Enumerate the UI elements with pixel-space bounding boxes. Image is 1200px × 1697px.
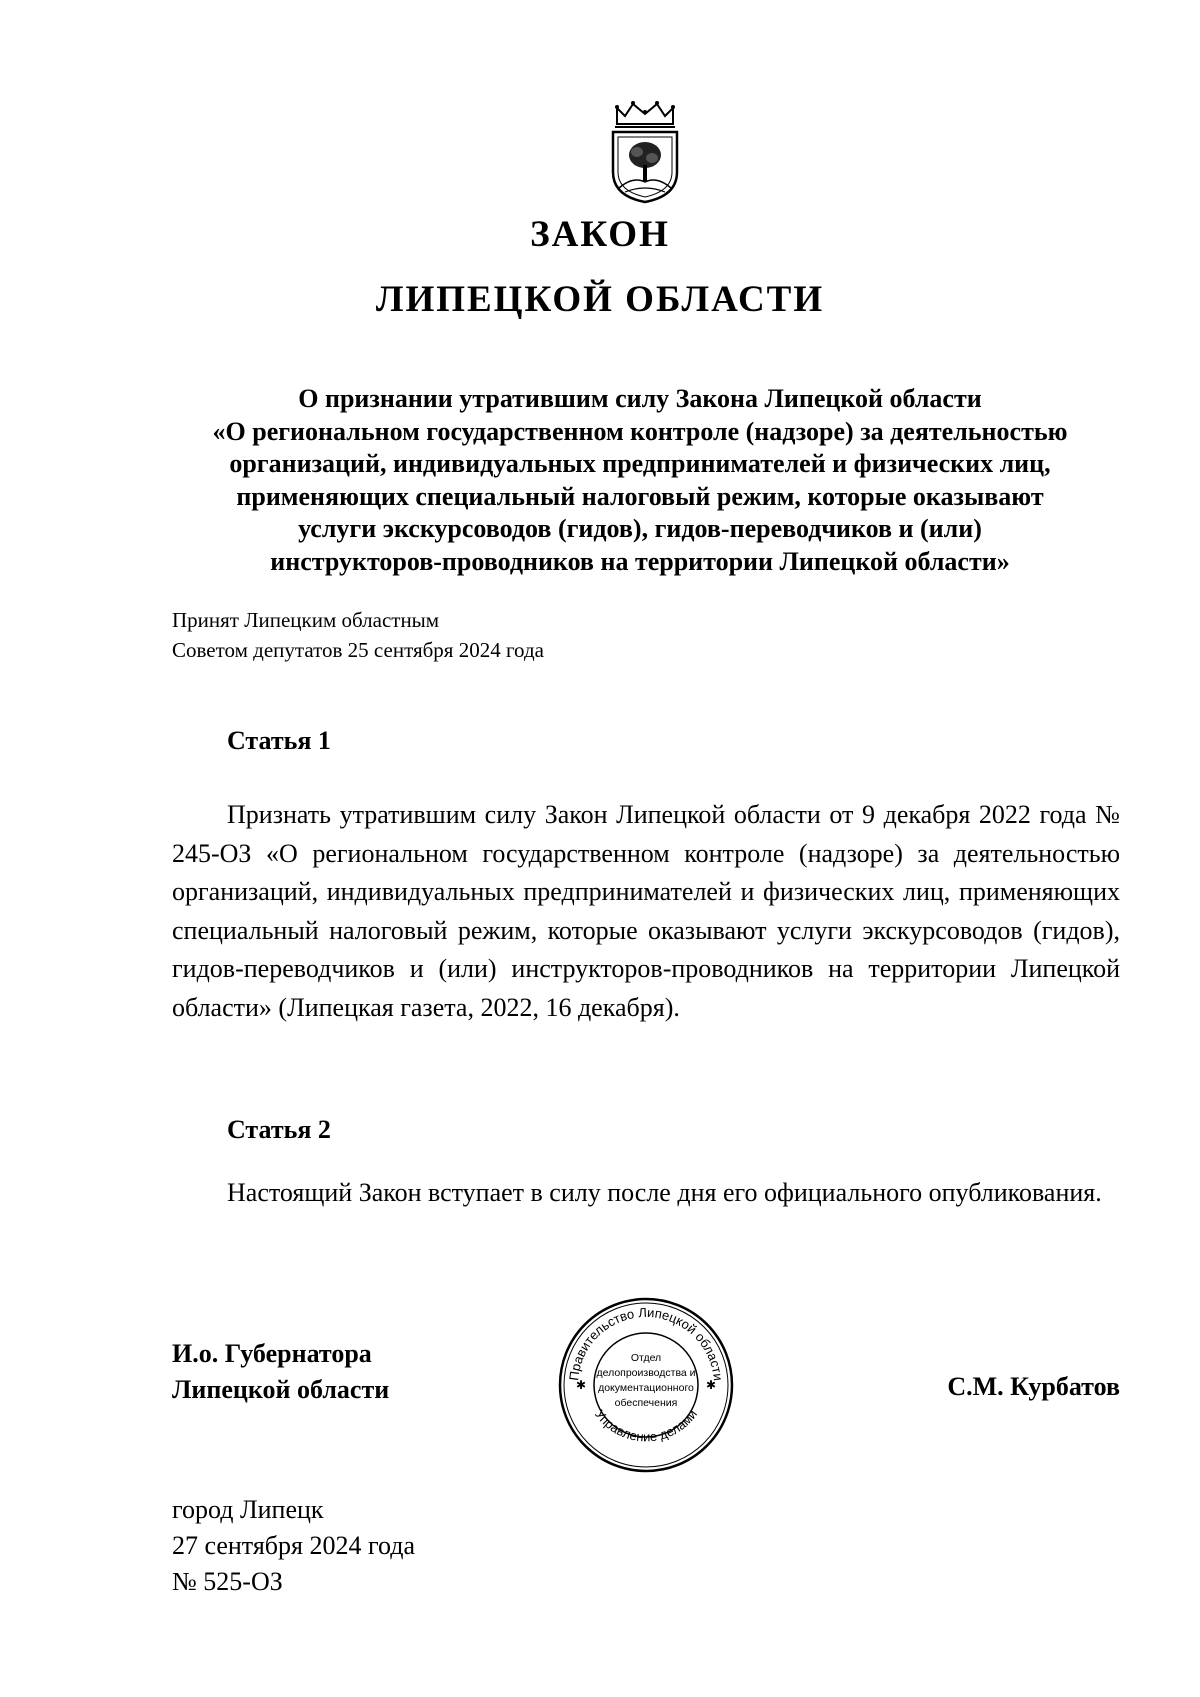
signer-title-line: Липецкой области bbox=[172, 1375, 390, 1404]
signer-title-line: И.о. Губернатора bbox=[172, 1339, 372, 1368]
star-icon: ✱ bbox=[576, 1378, 587, 1392]
adoption-line: Советом депутатов 25 сентября 2024 года bbox=[172, 638, 544, 662]
subject-line: применяющих специальный налоговый режим, которые оказывают bbox=[236, 481, 1044, 511]
stamp-ring-top-text: Правительство Липецкой области bbox=[566, 1304, 726, 1382]
article-2-heading: Статья 2 bbox=[227, 1115, 331, 1144]
subject-line: О признании утратившим силу Закона Липецкой области bbox=[298, 384, 982, 413]
subject-line: услуги экскурсоводов (гидов), гидов-переводчиков и (или) bbox=[298, 514, 982, 543]
stamp-center-line: обеспечения bbox=[614, 1397, 678, 1409]
stamp-center-line: делопроизводства и bbox=[596, 1367, 696, 1379]
stamp-ring-bottom-text: Управление делами bbox=[592, 1406, 700, 1445]
place-date-number bbox=[172, 1492, 415, 1600]
subject-line: организаций, индивидуальных предпринимателей и физических лиц, bbox=[229, 449, 1051, 478]
adoption-note bbox=[172, 605, 544, 665]
law-number: № 525-ОЗ bbox=[172, 1567, 283, 1596]
region-title: ЛИПЕЦКОЙ ОБЛАСТИ bbox=[375, 279, 825, 320]
subject-line: «О региональном государственном контроле (надзоре) за деятельностью bbox=[212, 416, 1068, 446]
star-icon: ✱ bbox=[706, 1378, 717, 1392]
city: город Липецк bbox=[172, 1495, 324, 1524]
adoption-line: Принят Липецким областным bbox=[172, 608, 440, 632]
lipetsk-coat-of-arms-icon bbox=[605, 100, 685, 204]
article-2-text: Настоящий Закон вступает в силу после дня его официального опубликования. bbox=[227, 1178, 1102, 1207]
signing-date: 27 сентября 2024 года bbox=[172, 1531, 416, 1560]
law-title: ЗАКОН bbox=[530, 214, 670, 255]
law-subject bbox=[160, 383, 1120, 578]
signer-title bbox=[172, 1336, 389, 1408]
official-stamp bbox=[556, 1295, 736, 1475]
subject-line: инструкторов-проводников на территории Липецкой области» bbox=[270, 546, 1010, 576]
stamp-center-line: Отдел bbox=[630, 1352, 662, 1364]
signer-name: С.М. Курбатов bbox=[947, 1372, 1120, 1401]
stamp-center-line: документационного bbox=[598, 1382, 694, 1394]
article-1-heading: Статья 1 bbox=[227, 726, 331, 755]
article-1-text: Признать утратившим силу Закон Липецкой области от 9 декабря 2022 года № 245-ОЗ «О региональном государственном контроле (надзоре) за деятельностью организаций, индивидуальных предпринимателей и физических лиц, применяющих специальный налоговый режим, которые оказывают услуги экскурсоводов (гидов), гидов-переводчиков и (или) инструкторов-проводников на территории Липецкой области» (Липецкая газета, 2022, 16 декабря). bbox=[172, 800, 1120, 1022]
